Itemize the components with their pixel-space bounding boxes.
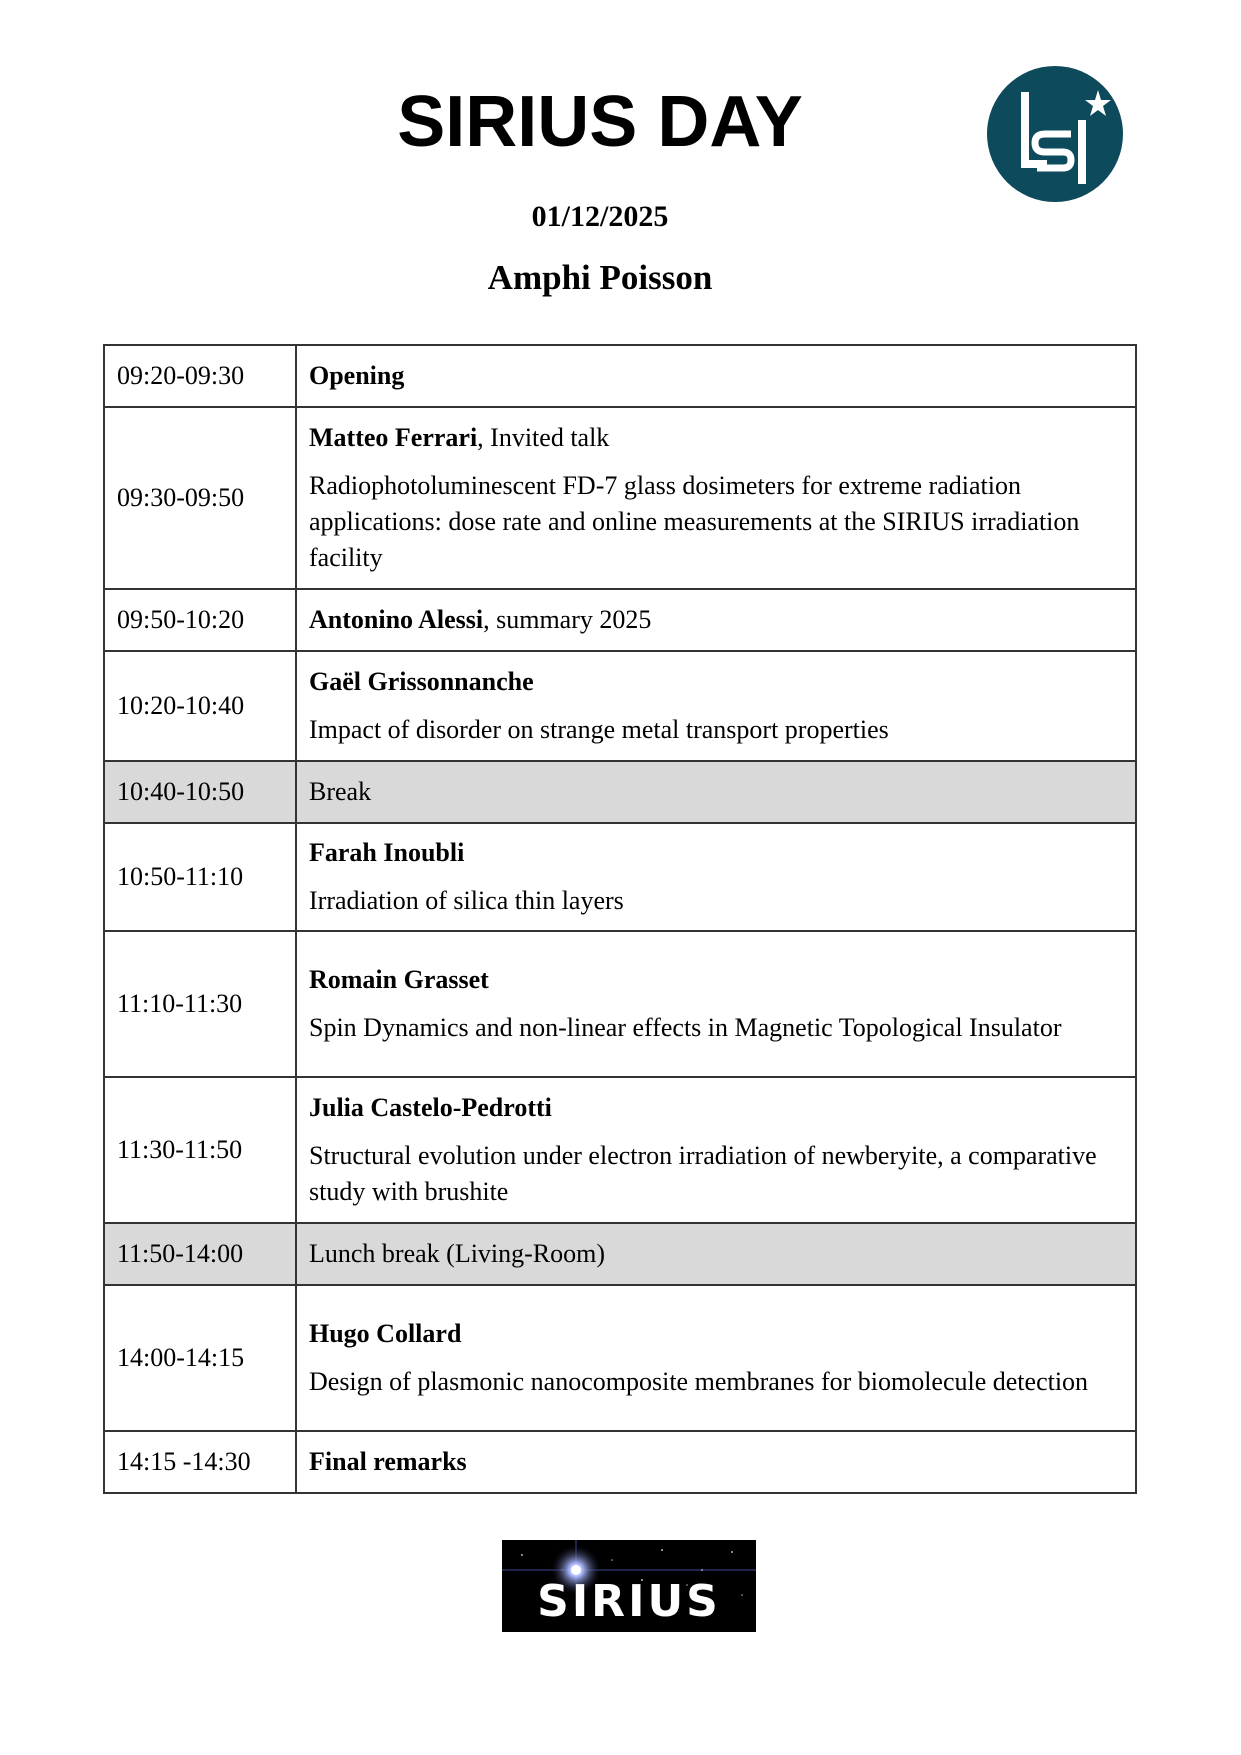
program-row bbox=[104, 589, 1136, 651]
session-cell bbox=[296, 589, 1136, 651]
session-title bbox=[309, 1316, 1123, 1352]
break-row bbox=[104, 1223, 1136, 1285]
session-title bbox=[309, 1236, 1123, 1272]
talk-title: Design of plasmonic nanocomposite membranes for biomolecule detection bbox=[309, 1367, 1089, 1396]
talk-title: Spin Dynamics and non-linear effects in Magnetic Topological Insulator bbox=[309, 1013, 1062, 1042]
session-title bbox=[309, 1090, 1123, 1126]
session-cell bbox=[296, 1431, 1136, 1493]
session-note: Break bbox=[309, 777, 372, 806]
session-note: , summary 2025 bbox=[483, 605, 652, 634]
session-title bbox=[309, 962, 1123, 998]
program-row bbox=[104, 407, 1136, 589]
session-title bbox=[309, 358, 1123, 394]
session-cell bbox=[296, 1285, 1136, 1431]
lsi-logo-icon bbox=[985, 64, 1125, 204]
session-title bbox=[309, 835, 1123, 871]
time-slot: 11:30-11:50 bbox=[104, 1077, 296, 1223]
event-date: 01/12/2025 bbox=[531, 200, 669, 233]
program-row bbox=[104, 1285, 1136, 1431]
time-slot: 09:30-09:50 bbox=[104, 407, 296, 589]
speaker-name: Matteo Ferrari bbox=[309, 423, 478, 452]
session-cell bbox=[296, 931, 1136, 1077]
speaker-name: Opening bbox=[309, 361, 405, 390]
speaker-name: Final remarks bbox=[309, 1447, 467, 1476]
talk-title: Irradiation of silica thin layers bbox=[309, 886, 624, 915]
program-row bbox=[104, 651, 1136, 761]
program-row bbox=[104, 1077, 1136, 1223]
program-row bbox=[104, 823, 1136, 931]
time-slot: 14:00-14:15 bbox=[104, 1285, 296, 1431]
time-slot: 10:50-11:10 bbox=[104, 823, 296, 931]
time-slot: 11:50-14:00 bbox=[104, 1223, 296, 1285]
session-title bbox=[309, 602, 1123, 638]
session-cell bbox=[296, 407, 1136, 589]
session-cell bbox=[296, 345, 1136, 407]
program-row bbox=[104, 931, 1136, 1077]
session-title bbox=[309, 420, 1123, 456]
sirius-logo-text: SIRIUS bbox=[537, 1576, 721, 1627]
event-venue: Amphi Poisson bbox=[487, 258, 713, 297]
session-title bbox=[309, 774, 1123, 810]
break-row bbox=[104, 761, 1136, 823]
session-cell bbox=[296, 823, 1136, 931]
session-title bbox=[309, 1444, 1123, 1480]
page-title: SIRIUS DAY bbox=[397, 82, 803, 162]
time-slot: 10:20-10:40 bbox=[104, 651, 296, 761]
time-slot: 10:40-10:50 bbox=[104, 761, 296, 823]
talk-title: Structural evolution under electron irradiation of newberyite, a comparative study with brushite bbox=[309, 1141, 1097, 1206]
session-cell bbox=[296, 651, 1136, 761]
session-cell bbox=[296, 1077, 1136, 1223]
session-note: , Invited talk bbox=[477, 423, 610, 452]
talk-title: Radiophotoluminescent FD-7 glass dosimeters for extreme radiation applications: dose rate and online measurements at the SIRIUS irradiation facility bbox=[309, 471, 1080, 572]
time-slot: 14:15 -14:30 bbox=[104, 1431, 296, 1493]
session-note: Lunch break (Living-Room) bbox=[309, 1239, 606, 1268]
time-slot: 11:10-11:30 bbox=[104, 931, 296, 1077]
time-slot: 09:20-09:30 bbox=[104, 345, 296, 407]
talk-title: Impact of disorder on strange metal transport properties bbox=[309, 715, 889, 744]
program-table bbox=[103, 344, 1137, 1494]
program-row bbox=[104, 1431, 1136, 1493]
speaker-name: Romain Grasset bbox=[309, 965, 489, 994]
speaker-name: Antonino Alessi bbox=[309, 605, 484, 634]
session-cell bbox=[296, 761, 1136, 823]
session-title bbox=[309, 664, 1123, 700]
time-slot: 09:50-10:20 bbox=[104, 589, 296, 651]
speaker-name: Farah Inoubli bbox=[309, 838, 465, 867]
speaker-name: Hugo Collard bbox=[309, 1319, 462, 1348]
speaker-name: Julia Castelo-Pedrotti bbox=[309, 1093, 552, 1122]
session-cell bbox=[296, 1223, 1136, 1285]
speaker-name: Gaël Grissonnanche bbox=[309, 667, 534, 696]
program-row bbox=[104, 345, 1136, 407]
